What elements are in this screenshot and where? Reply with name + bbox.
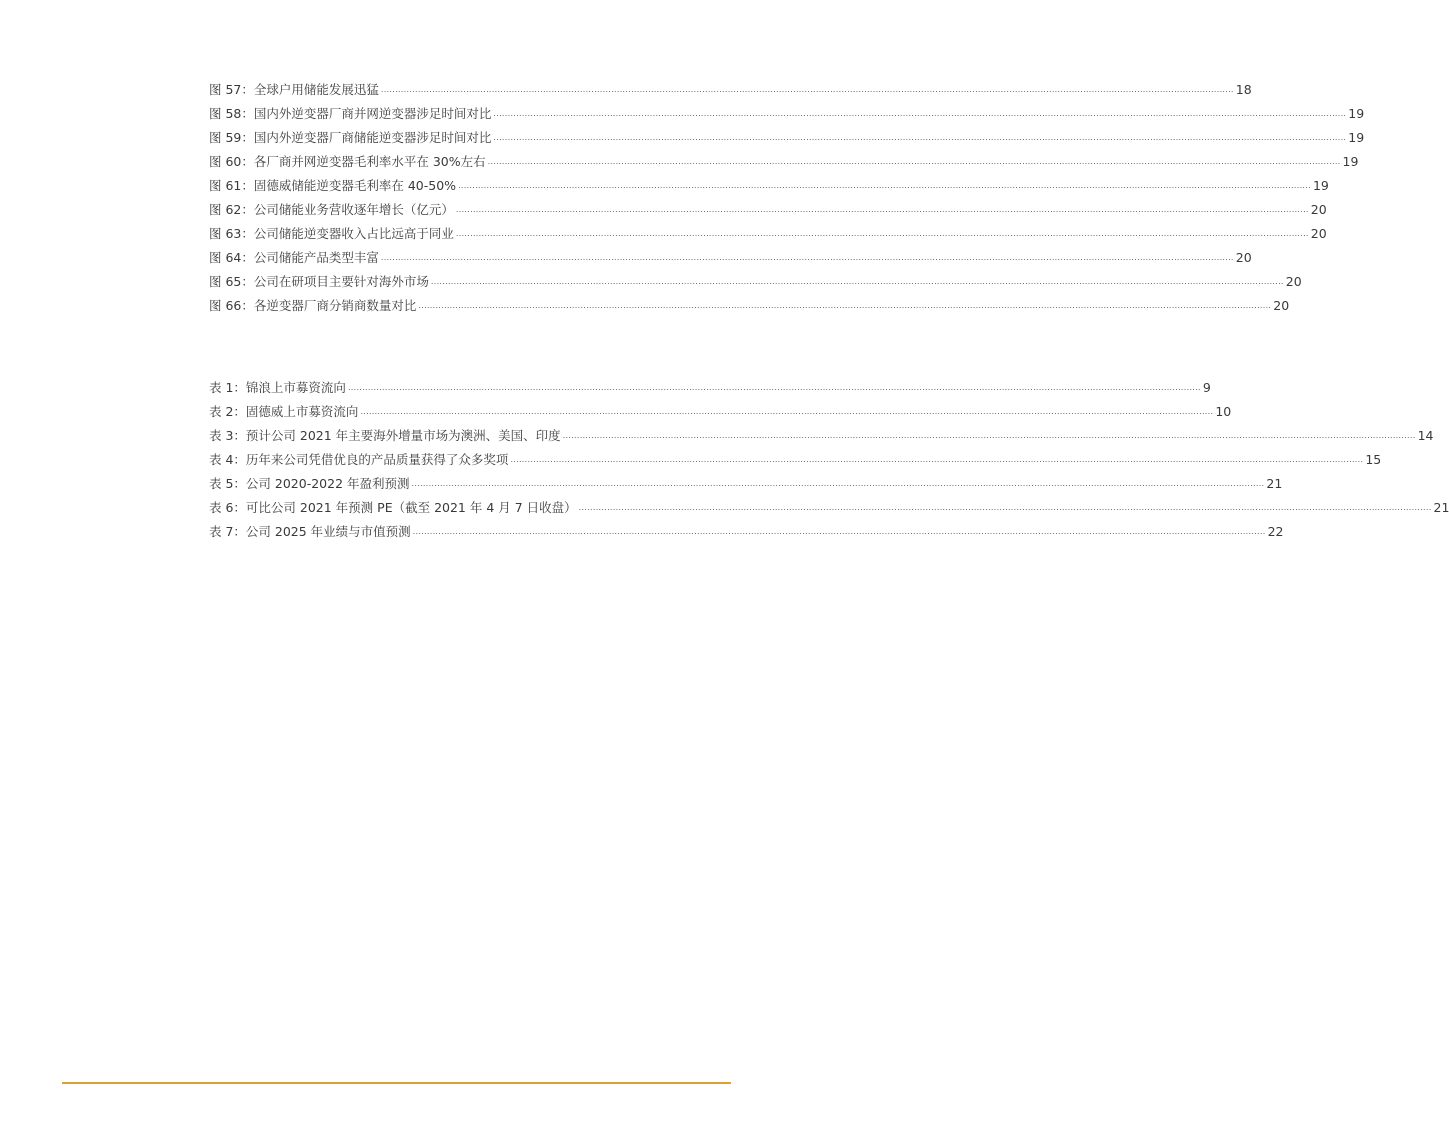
toc-page-number: 20	[1235, 250, 1252, 265]
toc-page-number: 14	[1417, 428, 1434, 443]
footer-rule	[62, 1082, 731, 1084]
figure-toc-row[interactable]	[209, 218, 1327, 242]
dot-leader: ............................................................................................................................................................................................................................................................................................................	[493, 133, 1347, 142]
toc-page-number: 19	[1312, 178, 1329, 193]
dot-leader: ............................................................................................................................................................................................................................................................................................................	[455, 205, 1309, 214]
dot-leader: ............................................................................................................................................................................................................................................................................................................	[487, 157, 1341, 166]
table-toc-row[interactable]	[209, 420, 1434, 444]
toc-entry-label: 图 66：各逆变器厂商分销商数量对比	[209, 298, 417, 313]
toc-page-number: 9	[1202, 380, 1211, 395]
toc-page-number: 19	[1348, 130, 1365, 145]
dot-leader: ............................................................................................................................................................................................................................................................................................................	[360, 407, 1214, 416]
table-toc-row[interactable]	[209, 396, 1232, 420]
dot-leader: ............................................................................................................................................................................................................................................................................................................	[493, 109, 1347, 118]
dot-leader: ............................................................................................................................................................................................................................................................................................................	[562, 431, 1416, 440]
toc-page-number: 20	[1273, 298, 1290, 313]
table-toc-row[interactable]	[209, 492, 1449, 516]
toc-entry-label: 表 3：预计公司 2021 年主要海外增量市场为澳洲、美国、印度	[209, 428, 561, 443]
figure-toc-row[interactable]	[209, 170, 1329, 194]
dot-leader: ............................................................................................................................................................................................................................................................................................................	[347, 383, 1201, 392]
dot-leader: ............................................................................................................................................................................................................................................................................................................	[418, 301, 1272, 310]
table-toc-row[interactable]	[209, 444, 1382, 468]
dot-leader: ............................................................................................................................................................................................................................................................................................................	[412, 527, 1266, 536]
toc-entry-label: 图 63：公司储能逆变器收入占比远高于同业	[209, 226, 454, 241]
dot-leader: ............................................................................................................................................................................................................................................................................................................	[458, 181, 1311, 190]
figure-toc-row[interactable]	[209, 290, 1290, 314]
figure-toc-row[interactable]	[209, 242, 1252, 266]
toc-entry-label: 表 6：可比公司 2021 年预测 PE（截至 2021 年 4 月 7 日收盘）	[209, 500, 577, 515]
toc-entry-label: 图 62：公司储能业务营收逐年增长（亿元）	[209, 202, 454, 217]
toc-entry-label: 图 58：国内外逆变器厂商并网逆变器涉足时间对比	[209, 106, 492, 121]
figure-toc-row[interactable]	[209, 122, 1365, 146]
toc-page-number: 20	[1310, 226, 1327, 241]
figure-index	[209, 74, 1365, 314]
toc-page-number: 20	[1285, 274, 1302, 289]
toc-page-number: 21	[1266, 476, 1283, 491]
toc-page-number: 10	[1215, 404, 1232, 419]
table-toc-row[interactable]	[209, 516, 1284, 540]
toc-entry-label: 图 61：固德威储能逆变器毛利率在 40-50%	[209, 178, 457, 193]
toc-page-number: 20	[1310, 202, 1327, 217]
toc-page-number: 22	[1267, 524, 1284, 539]
toc-entry-label: 表 5：公司 2020-2022 年盈利预测	[209, 476, 410, 491]
figure-toc-row[interactable]	[209, 74, 1252, 98]
toc-entry-label: 表 7：公司 2025 年业绩与市值预测	[209, 524, 411, 539]
toc-page-number: 21	[1433, 500, 1449, 515]
figure-toc-row[interactable]	[209, 194, 1327, 218]
toc-page-number: 19	[1342, 154, 1359, 169]
table-index	[209, 372, 1449, 540]
dot-leader: ............................................................................................................................................................................................................................................................................................................	[380, 85, 1234, 94]
dot-leader: ............................................................................................................................................................................................................................................................................................................	[510, 455, 1364, 464]
dot-leader: ............................................................................................................................................................................................................................................................................................................	[380, 253, 1234, 262]
table-toc-row[interactable]	[209, 468, 1283, 492]
toc-entry-label: 图 59：国内外逆变器厂商储能逆变器涉足时间对比	[209, 130, 492, 145]
toc-entry-label: 图 65：公司在研项目主要针对海外市场	[209, 274, 429, 289]
toc-entry-label: 图 60：各厂商并网逆变器毛利率水平在 30%左右	[209, 154, 486, 169]
figure-toc-row[interactable]	[209, 98, 1365, 122]
dot-leader: ............................................................................................................................................................................................................................................................................................................	[455, 229, 1309, 238]
dot-leader: ............................................................................................................................................................................................................................................................................................................	[578, 503, 1432, 512]
dot-leader: ............................................................................................................................................................................................................................................................................................................	[430, 277, 1284, 286]
toc-entry-label: 表 4：历年来公司凭借优良的产品质量获得了众多奖项	[209, 452, 509, 467]
toc-entry-label: 表 1：锦浪上市募资流向	[209, 380, 346, 395]
toc-entry-label: 图 64：公司储能产品类型丰富	[209, 250, 379, 265]
table-toc-row[interactable]	[209, 372, 1211, 396]
dot-leader: ............................................................................................................................................................................................................................................................................................................	[411, 479, 1265, 488]
toc-page-number: 19	[1348, 106, 1365, 121]
toc-page-number: 18	[1235, 82, 1252, 97]
figure-toc-row[interactable]	[209, 146, 1359, 170]
figure-toc-row[interactable]	[209, 266, 1302, 290]
toc-page-number: 15	[1365, 452, 1382, 467]
toc-entry-label: 表 2：固德威上市募资流向	[209, 404, 359, 419]
toc-entry-label: 图 57：全球户用储能发展迅猛	[209, 82, 379, 97]
